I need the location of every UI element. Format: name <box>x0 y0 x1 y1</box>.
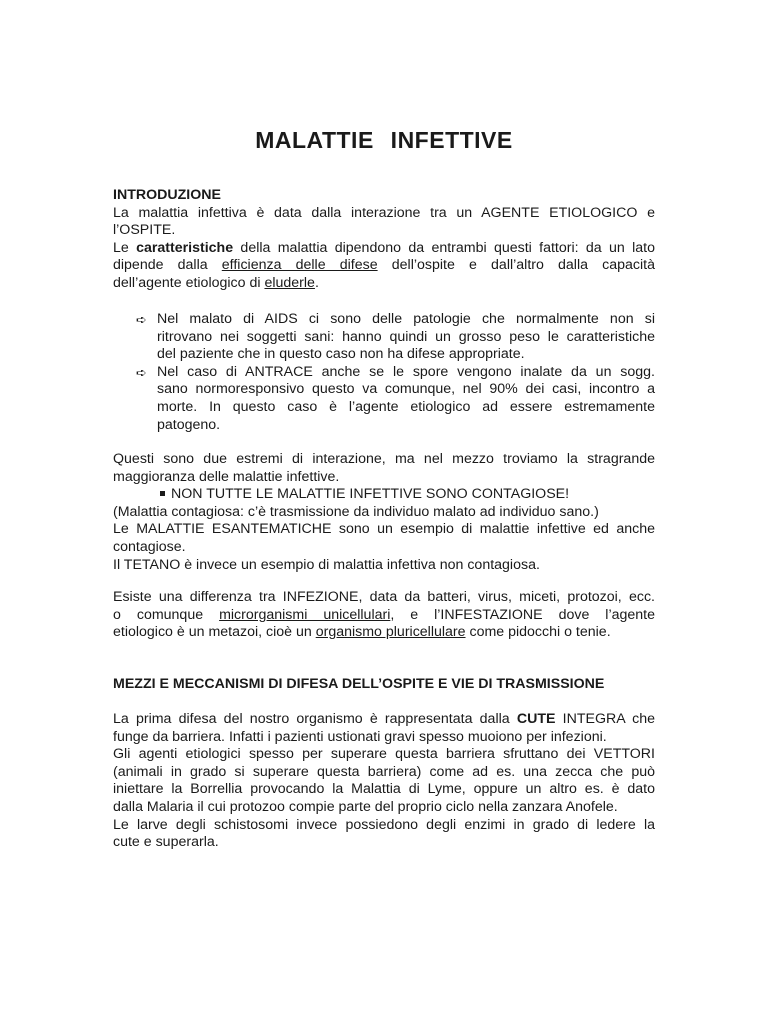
text-run: della malattia dipendono da entrambi questi fattori: da un lato <box>233 239 655 256</box>
intro-section <box>113 187 655 293</box>
underlined-term-eluderle: eluderle <box>264 274 315 291</box>
para-line: Gli agenti etiologici spesso per superare questa barriera sfruttano dei VETTORI <box>113 746 655 763</box>
text-run: Le <box>113 239 137 256</box>
para-line <box>113 607 655 625</box>
bullet-line: Nel malato di AIDS ci sono delle patologie che normalmente non si <box>157 311 655 327</box>
para-line: cute e superarla. <box>113 834 219 851</box>
section-2-heading: MEZZI E MECCANISMI DI DIFESA DELL’OSPITE E VIE DI TRASMISSIONE <box>113 676 605 692</box>
para-line <box>113 711 655 729</box>
text-run: come pidocchi o tenie. <box>465 624 611 641</box>
para-line: Le larve degli schistosomi invece possiedono degli enzimi in grado di ledere la <box>113 816 655 833</box>
intro-line-2: l’OSPITE. <box>113 222 176 239</box>
bullet-item-antrace <box>136 364 655 434</box>
section-heading-block <box>113 676 673 694</box>
text-run: etiologico è un metazoi, cioè un <box>113 624 316 641</box>
intro-line-3 <box>113 240 655 258</box>
arrow-right-icon: ➪ <box>136 364 147 380</box>
bullet-line: del paziente che in questo caso non ha difese appropriate. <box>157 346 525 363</box>
para-line: (animali in grado si superare questa barriera) come ad es. una zecca che può <box>113 763 655 780</box>
para-line: dalla Malaria il cui protozoo compie parte del proprio ciclo nella zanzara Anofele. <box>113 798 618 815</box>
text-run: La prima difesa del nostro organismo è rappresentata dalla <box>113 711 517 727</box>
para-line <box>113 624 655 642</box>
text-run: o comunque <box>113 606 220 623</box>
underlined-term-organismo: organismo pluricellulare <box>315 624 466 641</box>
text-run: INTEGRA che <box>555 711 655 727</box>
text-run: , e l’INFESTAZIONE dove l’agente <box>390 606 656 623</box>
para-line: iniettare la Borrellia provocando la Malattia di Lyme, oppure un altro es. è dato <box>113 781 655 798</box>
text-run: . <box>314 274 319 291</box>
square-bullet-item <box>113 486 655 504</box>
para-line: Questi sono due estremi di interazione, ma nel mezzo troviamo la stragrande <box>113 451 655 467</box>
bullet-line: sano normoresponsivo questo va comunque, nel 90% dei casi, incontro a <box>157 381 655 398</box>
text-run: dell’ospite e dall’altro dalla capacità <box>377 257 655 274</box>
intro-line-5 <box>113 275 655 293</box>
intro-heading: INTRODUZIONE <box>113 187 221 203</box>
document-title: MALATTIE INFETTIVE <box>255 127 513 153</box>
para-line: Il TETANO è invece un esempio di malattia infettiva non contagiosa. <box>113 556 540 573</box>
bullet-line: ritrovano nei soggetti sani: hanno quindi un grosso peso le caratteristiche <box>157 328 655 345</box>
bullet-line: patogeno. <box>157 416 221 433</box>
paragraph-infezione <box>113 589 655 642</box>
text-run: dipende dalla <box>113 257 222 274</box>
para-line: contagiose. <box>113 538 186 555</box>
arrow-right-icon: ➪ <box>136 312 147 327</box>
para-line: Le MALATTIE ESANTEMATICHE sono un esempio di malattie infettive ed anche <box>113 521 655 538</box>
paragraph-difesa <box>113 711 655 852</box>
para-line: Esiste una differenza tra INFEZIONE, data da batteri, virus, miceti, protozoi, ecc. <box>113 589 655 605</box>
bullet-line: morte. In questo caso è l’agente etiologico ad essere estremamente <box>157 398 655 415</box>
underlined-term-microrganismi: microrganismi unicellulari <box>219 606 391 623</box>
para-line: (Malattia contagiosa: c’è trasmissione da individuo malato ad individuo sano.) <box>113 503 599 520</box>
arrow-bullet-list <box>136 311 655 434</box>
paragraph-interazione <box>113 451 655 574</box>
bold-term-caratteristiche: caratteristiche <box>136 239 234 256</box>
underlined-term-efficienza: efficienza delle difese <box>221 257 378 274</box>
bullet-item-aids <box>136 311 655 364</box>
para-line: maggioranza delle malattie infettive. <box>113 468 340 485</box>
bullet-line: Nel caso di ANTRACE anche se le spore vengono inalate da un sogg. <box>157 363 655 380</box>
bold-term-cute: CUTE <box>516 711 556 727</box>
para-line: funge da barriera. Infatti i pazienti ustionati gravi spesso muoiono per infezioni. <box>113 728 607 745</box>
intro-line-1: La malattia infettiva è data dalla interazione tra un AGENTE ETIOLOGICO e <box>113 204 655 221</box>
square-bullet-text: NON TUTTE LE MALATTIE INFETTIVE SONO CONTAGIOSE! <box>171 486 570 503</box>
intro-line-4 <box>113 257 655 275</box>
square-bullet-icon <box>160 491 165 496</box>
text-run: dell’agente etiologico di <box>113 274 265 291</box>
